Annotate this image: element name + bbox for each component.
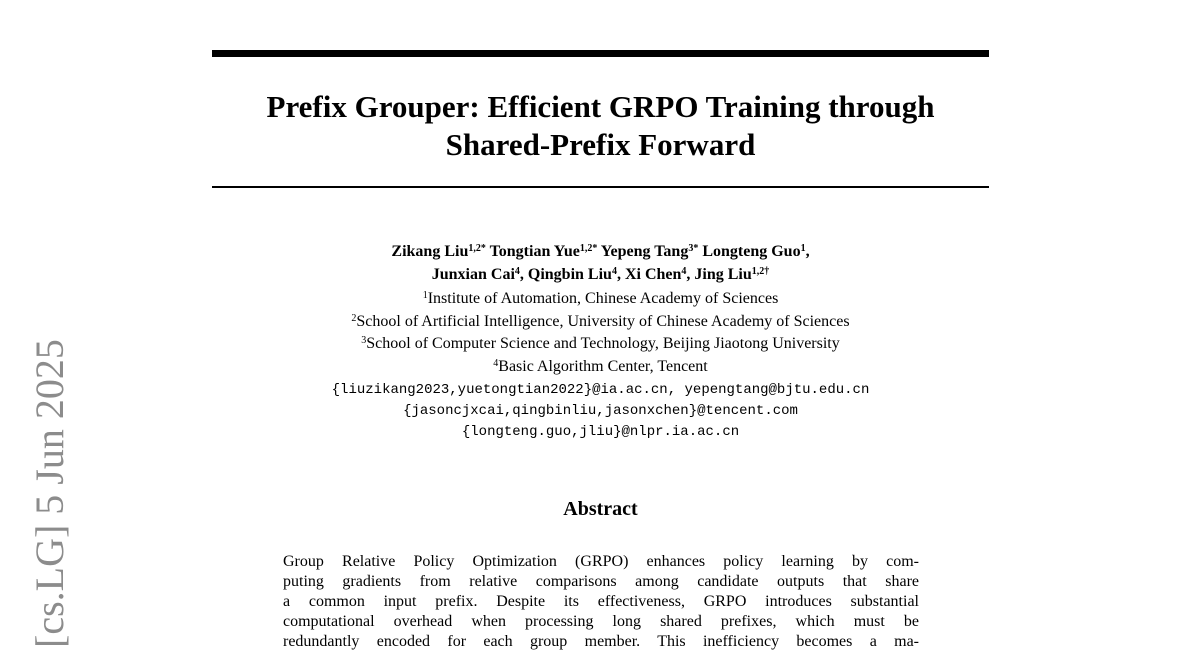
author-name: Longteng Guo [702,243,801,260]
author-sep: , [519,266,528,283]
affiliation [212,311,989,334]
email-line: {jasoncjxcai,qingbinliu,jasonxchen}@tencent.com [403,403,798,419]
author-name: Junxian Cai [431,266,515,283]
affiliation-sup: 3 [361,335,367,346]
author-mark: * [480,243,486,254]
abstract-line: computational overhead when processing long shared prefixes, which must be [283,613,919,630]
author-sep: , [805,243,810,260]
author-name: Yepeng Tang [600,243,689,260]
email-list [212,380,989,443]
abstract-body [283,552,919,652]
title-bottom-rule [212,186,989,188]
author-name: Jing Liu [694,266,752,283]
affiliation-text: Institute of Automation, Chinese Academy of Sciences [427,290,779,307]
author-mark: † [764,266,770,277]
email-line: {longteng.guo,jliu}@nlpr.ia.ac.cn [461,424,740,440]
author-affil-sup: 3 [688,243,694,254]
abstract-line: Group Relative Policy Optimization (GRPO) enhances policy learning by com- [283,553,919,570]
author-list [212,240,989,286]
affiliation [212,288,989,311]
author-affil-sup: 4 [681,266,687,277]
author-sep: , [686,266,695,283]
affiliation-sup: 4 [493,357,499,369]
affiliation-sup: 1 [422,290,428,301]
author-line-1 [212,240,989,263]
abstract-line: a common input prefix. Despite its effectiveness, GRPO introduces substantial [283,593,919,610]
affiliation [212,356,989,379]
title-top-rule [212,50,989,57]
author-name: Xi Chen [624,266,682,283]
author-sep: , [616,266,625,283]
affiliation [212,333,989,356]
title-line-2: Shared-Prefix Forward [445,127,756,162]
paper-title [212,88,989,164]
abstract-line: puting gradients from relative comparisons among candidate outputs that share [283,573,919,590]
author-affil-sup: 1 [800,243,806,254]
author-affil-sup: 4 [514,266,520,277]
author-affil-sup: 1,2 [579,243,593,254]
arxiv-side-identifier: [cs.LG] 5 Jun 2025 [27,339,72,648]
affiliation-text: Basic Algorithm Center, Tencent [498,357,708,375]
affiliation-sup: 2 [351,312,357,324]
author-affil-sup: 1,2 [468,243,481,254]
author-line-2 [212,263,989,286]
author-name: Tongtian Yue [489,243,580,260]
abstract-heading: Abstract [563,498,638,520]
author-name: Zikang Liu [391,243,469,260]
title-line-1: Prefix Grouper: Efficient GRPO Training through [266,89,935,124]
email-line: {liuzikang2023,yuetongtian2022}@ia.ac.cn, yepengtang@bjtu.edu.cn [331,382,870,398]
author-name: Qingbin Liu [527,266,612,283]
affiliation-text: School of Computer Science and Technology, Beijing Jiaotong University [366,335,840,352]
author-mark: * [693,243,699,254]
affiliation-list [212,288,989,378]
affiliation-text: School of Artificial Intelligence, University of Chinese Academy of Sciences [356,312,850,330]
author-affil-sup: 1,2 [751,266,765,277]
author-affil-sup: 4 [611,266,617,277]
abstract-line: redundantly encoded for each group member. This inefficiency becomes a ma- [283,633,919,650]
author-mark: * [592,243,598,254]
